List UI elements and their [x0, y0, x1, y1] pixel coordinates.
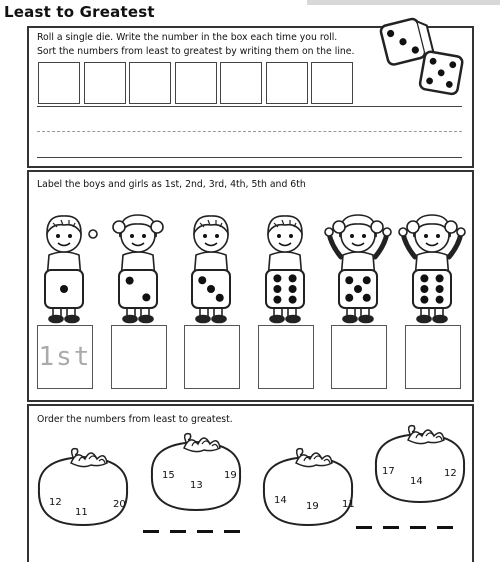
page-title: Least to Greatest	[4, 3, 155, 21]
answer-blank[interactable]	[170, 530, 186, 533]
tomato-number: 14	[274, 495, 287, 506]
dice-pair-icon	[378, 14, 470, 100]
sort-line-top	[37, 106, 462, 107]
tomato-number: 17	[382, 466, 395, 477]
roll-box[interactable]	[129, 62, 171, 104]
die-face-icon	[43, 268, 85, 310]
label-box[interactable]	[111, 325, 167, 389]
order-instruction: Order the numbers from least to greatest.	[37, 414, 233, 425]
tomato-number: 12	[49, 497, 62, 508]
roll-box[interactable]	[311, 62, 353, 104]
answer-blank[interactable]	[383, 526, 399, 529]
sort-line-bottom	[37, 157, 462, 158]
answer-blank[interactable]	[437, 526, 453, 529]
die-face-icon	[264, 268, 306, 310]
tomato-number: 13	[190, 480, 203, 491]
die-face-icon	[337, 268, 379, 310]
roll-instruction-1: Roll a single die. Write the number in the box each time you roll.	[37, 32, 338, 43]
roll-box[interactable]	[84, 62, 126, 104]
tomato-number: 14	[410, 476, 423, 487]
roll-instruction-2: Sort the numbers from least to greatest by writing them on the line.	[37, 46, 355, 57]
label-box[interactable]	[37, 325, 93, 389]
tomato-number: 19	[224, 470, 237, 481]
header-tab	[252, 0, 307, 7]
label-box[interactable]	[184, 325, 240, 389]
label-box[interactable]	[405, 325, 461, 389]
die-face-icon	[190, 268, 232, 310]
label-box[interactable]	[258, 325, 314, 389]
tomato-number: 11	[75, 507, 88, 518]
tomato-number: 20	[113, 499, 126, 510]
answer-blank[interactable]	[410, 526, 426, 529]
tomato-icon	[258, 445, 358, 530]
die-face-icon	[411, 268, 453, 310]
die-face-icon	[117, 268, 159, 310]
label-trace-text: 1st	[38, 342, 92, 372]
label-box[interactable]	[331, 325, 387, 389]
roll-box[interactable]	[175, 62, 217, 104]
answer-blank[interactable]	[143, 530, 159, 533]
tomato-number: 19	[306, 501, 319, 512]
label-instruction: Label the boys and girls as 1st, 2nd, 3rd, 4th, 5th and 6th	[37, 179, 306, 190]
tomato-number: 11	[342, 499, 355, 510]
tomato-number: 12	[444, 468, 457, 479]
tomato-icon	[370, 422, 470, 507]
roll-box[interactable]	[220, 62, 262, 104]
roll-box[interactable]	[266, 62, 308, 104]
answer-blank[interactable]	[356, 526, 372, 529]
roll-box[interactable]	[38, 62, 80, 104]
sort-line-dashed	[37, 131, 462, 132]
answer-blank[interactable]	[224, 530, 240, 533]
tomato-number: 15	[162, 470, 175, 481]
answer-blank[interactable]	[197, 530, 213, 533]
